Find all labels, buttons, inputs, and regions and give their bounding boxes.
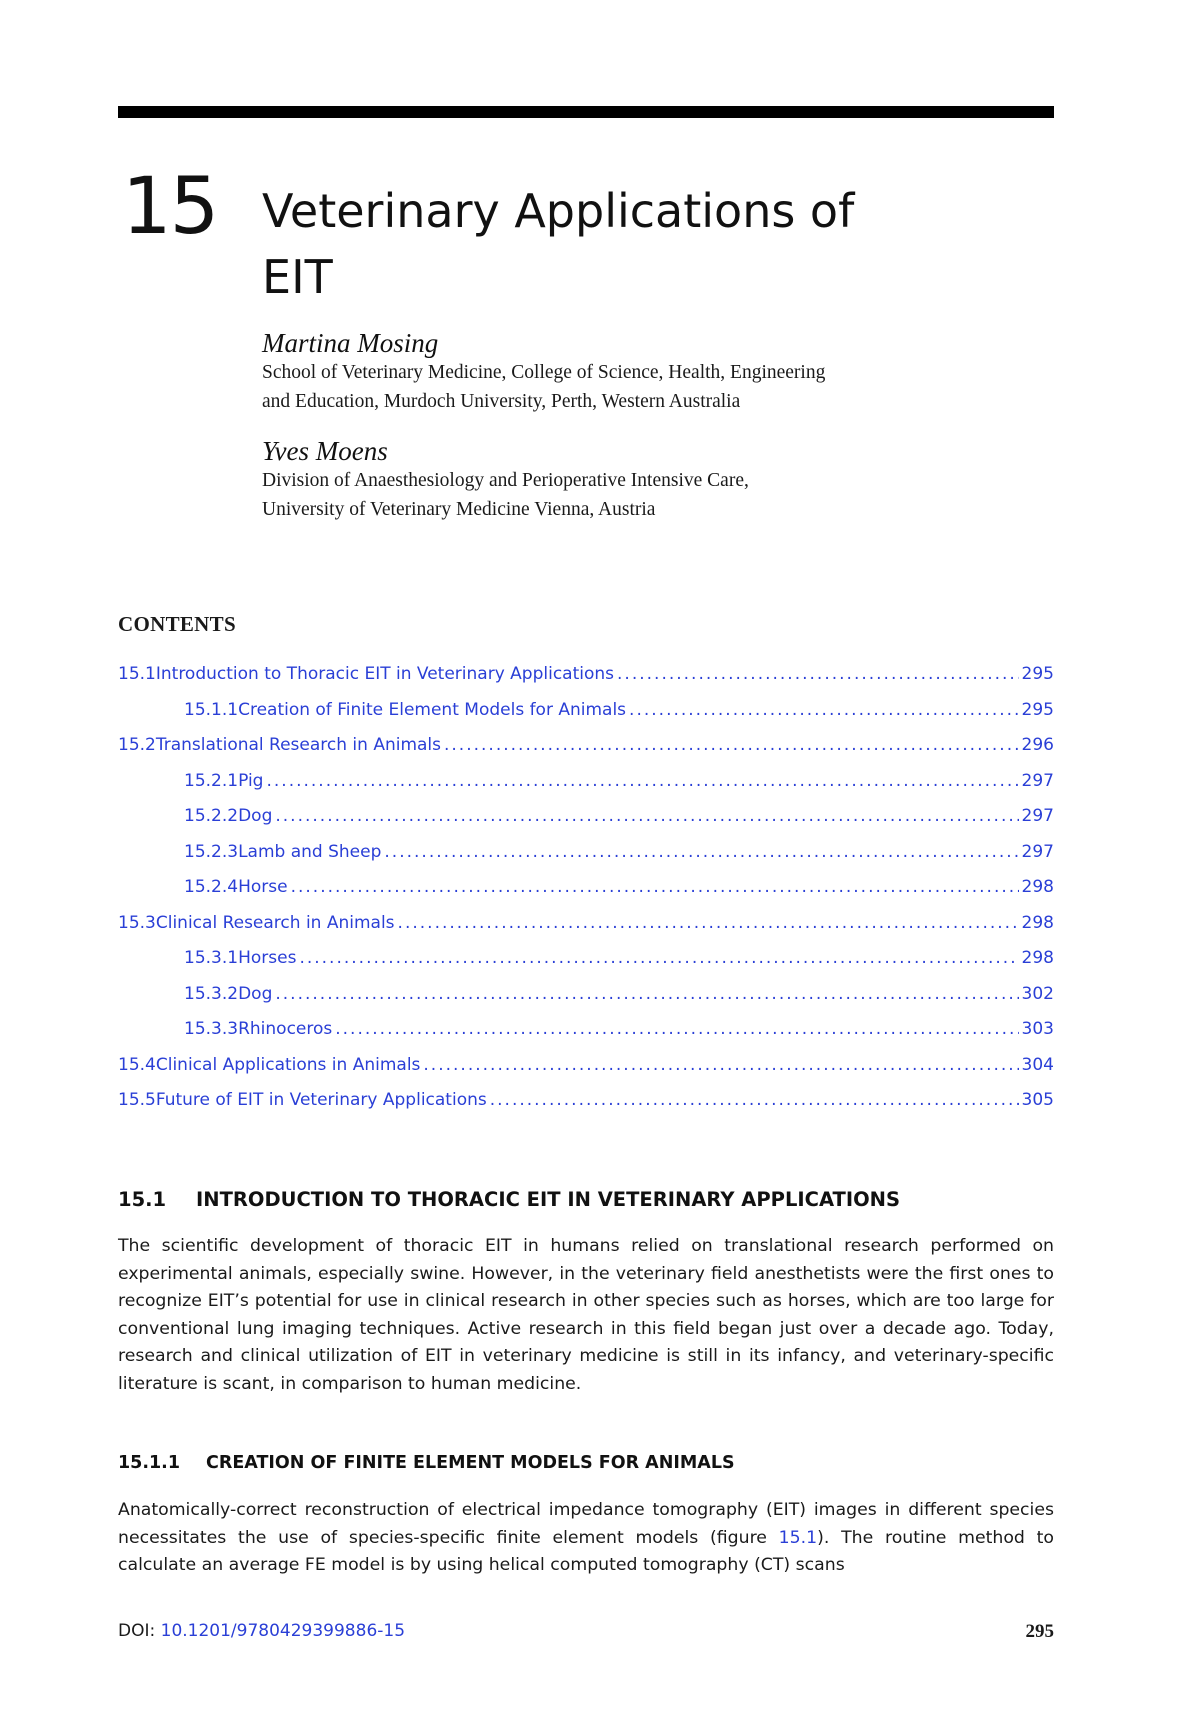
toc-entry[interactable] — [118, 1090, 1054, 1126]
author-name-1: Martina Mosing — [262, 328, 439, 358]
toc-entry[interactable] — [118, 913, 1054, 949]
figure-link[interactable]: 15.1 — [778, 1527, 818, 1548]
doi-link[interactable]: 10.1201/9780429399886-15 — [160, 1621, 406, 1641]
section-15-1-1-paragraph: Anatomically-correct reconstruction of electrical impedance tomography (EIT) images in different species necessitates the use of species-specific finite element models (figure 15.1). The routine method to calculate an average FE model is by using helical computed tomography (CT) scans — [118, 1500, 1054, 1575]
toc-entry-page: 298 — [1021, 877, 1054, 897]
subsection-heading-15-1-1 — [118, 1453, 735, 1473]
section-heading-15-1 — [118, 1188, 900, 1211]
chapter-top-rule — [118, 106, 1054, 118]
toc-entry-label: Translational Research in Animals — [155, 735, 441, 755]
toc-entry-page: 295 — [1021, 664, 1054, 684]
toc-entry-label: Creation of Finite Element Models for Animals — [238, 699, 627, 720]
table-of-contents — [118, 664, 1054, 1126]
toc-entry-page: 297 — [1021, 806, 1054, 826]
toc-entry-label: Clinical Research in Animals — [155, 912, 395, 933]
section-title: INTRODUCTION TO THORACIC EIT IN VETERINARY APPLICATIONS — [196, 1188, 901, 1211]
toc-entry-number: 15.3.2 — [184, 983, 239, 1004]
toc-entry-page: 303 — [1021, 1019, 1054, 1039]
toc-entry-number: 15.3.3 — [184, 1019, 239, 1039]
toc-entry-number: 15.2.2 — [184, 806, 239, 826]
toc-entry-label: Rhinoceros — [238, 1019, 333, 1039]
toc-entry-label: Introduction to Thoracic EIT in Veterinary Applications — [155, 664, 615, 684]
doi-footer — [118, 1621, 405, 1641]
toc-entry[interactable] — [118, 877, 1054, 913]
toc-entry[interactable] — [118, 664, 1054, 700]
toc-entry-number: 15.1 — [118, 664, 156, 684]
subsection-title: CREATION OF FINITE ELEMENT MODELS FOR ANIMALS — [206, 1453, 735, 1473]
toc-entry[interactable] — [118, 771, 1054, 807]
author-affiliation-2 — [262, 466, 1022, 524]
doi-label: DOI: — [118, 1621, 161, 1641]
affiliation-line: and Education, Murdoch University, Perth, Western Australia — [262, 391, 741, 412]
chapter-number: 15 — [122, 162, 218, 252]
toc-entry-number: 15.2.1 — [184, 770, 239, 791]
toc-entry-number: 15.2 — [118, 735, 156, 755]
toc-entry-label: Dog — [238, 806, 273, 826]
affiliation-line: School of Veterinary Medicine, College of Science, Health, Engineering — [262, 362, 826, 383]
chapter-title — [262, 178, 1022, 310]
toc-entry-number: 15.3 — [118, 912, 156, 933]
toc-entry-page: 295 — [1021, 699, 1054, 720]
toc-entry[interactable] — [118, 984, 1054, 1020]
toc-entry[interactable] — [118, 1019, 1054, 1055]
section-number: 15.1 — [118, 1188, 167, 1211]
toc-entry-page: 297 — [1021, 841, 1054, 862]
toc-entry-label: Horses — [238, 948, 297, 968]
toc-entry-label: Pig — [238, 770, 264, 791]
toc-entry-number: 15.2.3 — [184, 841, 239, 862]
toc-entry[interactable] — [118, 842, 1054, 878]
toc-entry-page: 305 — [1021, 1090, 1054, 1110]
toc-entry[interactable] — [118, 735, 1054, 771]
toc-entry[interactable] — [118, 700, 1054, 736]
toc-entry-page: 304 — [1021, 1054, 1054, 1075]
chapter-title-line2: EIT — [262, 250, 333, 304]
section-15-1-paragraph: The scientific development of thoracic EIT in humans relied on translational research performed on experimental animals, especially swine. However, in the veterinary field anesthetists were the first ones to recognize EIT’s potential for use in clinical research in other species such as horses, which are too large for conventional lung imaging techniques. Active research in this field began just over a decade ago. Today, research and clinical utilization of EIT in veterinary medicine is still in its infancy, and veterinary-specific literature is scant, in comparison to human medicine. — [118, 1236, 1054, 1394]
toc-entry-number: 15.4 — [118, 1054, 156, 1075]
author-affiliation-1 — [262, 358, 1022, 416]
toc-entry[interactable] — [118, 1055, 1054, 1091]
toc-entry-page: 296 — [1021, 735, 1054, 755]
toc-entry-label: Clinical Applications in Animals — [155, 1054, 421, 1075]
toc-entry-label: Lamb and Sheep — [238, 841, 382, 862]
affiliation-line: Division of Anaesthesiology and Perioperative Intensive Care, — [262, 470, 749, 491]
toc-entry[interactable] — [118, 806, 1054, 842]
contents-heading: CONTENTS — [118, 612, 236, 636]
toc-entry-label: Dog — [238, 983, 273, 1004]
chapter-title-line1: Veterinary Applications of — [262, 184, 855, 238]
subsection-number: 15.1.1 — [118, 1453, 181, 1473]
toc-entry-page: 298 — [1021, 912, 1054, 933]
toc-entry-number: 15.2.4 — [184, 877, 239, 897]
toc-entry-number: 15.5 — [118, 1090, 156, 1110]
affiliation-line: University of Veterinary Medicine Vienna, Austria — [262, 499, 656, 520]
toc-entry-number: 15.3.1 — [184, 948, 239, 968]
toc-entry-page: 297 — [1021, 770, 1054, 791]
toc-entry-label: Horse — [238, 877, 288, 897]
toc-entry-label: Future of EIT in Veterinary Applications — [155, 1090, 487, 1110]
toc-entry[interactable] — [118, 948, 1054, 984]
toc-entry-page: 298 — [1021, 948, 1054, 968]
toc-entry-page: 302 — [1021, 983, 1054, 1004]
toc-entry-number: 15.1.1 — [184, 699, 239, 720]
page-number: 295 — [1025, 1621, 1054, 1642]
author-name-2: Yves Moens — [262, 436, 388, 466]
